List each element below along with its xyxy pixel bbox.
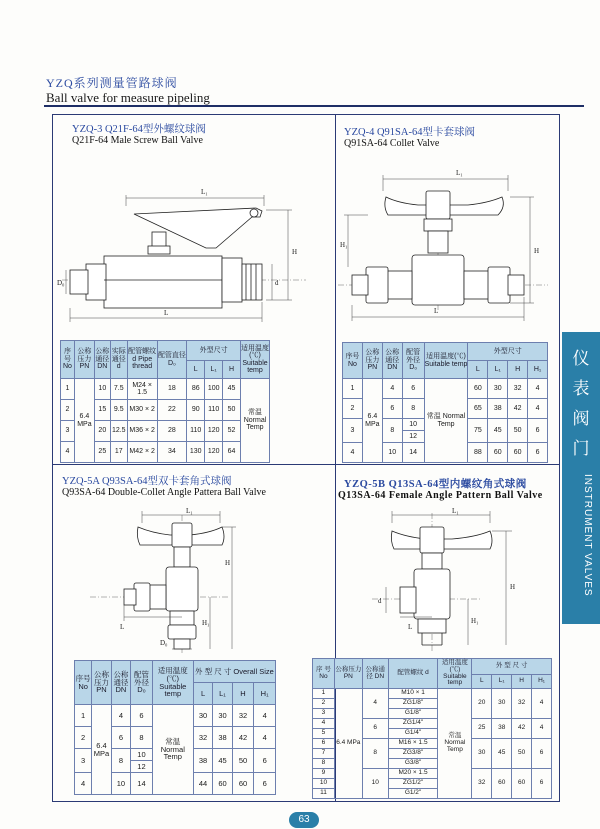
- table-cell: 130: [187, 442, 205, 463]
- table-cell: 60: [492, 769, 512, 799]
- header-rule: [44, 105, 584, 107]
- table-cell: 38: [213, 727, 232, 749]
- p4-th-d: 配管螺纹 d: [388, 659, 438, 689]
- table-cell: 60: [213, 773, 232, 795]
- p4-th-H1: H₁: [532, 675, 552, 689]
- p3-th-dn: 公称通径 DN: [111, 661, 130, 705]
- p3-th-d0: 配管外径 D₀: [131, 661, 153, 705]
- table-cell: 5: [313, 729, 335, 739]
- p4-th-H: H: [512, 675, 532, 689]
- p3-th-temp: 适用温度(℃) Suitable temp: [152, 661, 193, 705]
- p4-title: YZQ-5B Q13SA-64型内螺纹角式球阀: [344, 479, 527, 490]
- p4-drawing: [372, 505, 532, 653]
- table-cell: 4: [75, 773, 92, 795]
- table-cell: 6: [254, 773, 276, 795]
- p3-temp-cell: 常温 Normal Temp: [152, 705, 193, 795]
- section-title-cn: YZQ系列测量管路球阀: [46, 76, 178, 90]
- table-cell: 4: [382, 379, 402, 399]
- table-cell: 4: [254, 705, 276, 727]
- table-cell: 60: [488, 443, 508, 463]
- p4-dn-cell: 10: [362, 769, 388, 799]
- table-cell: ZG1/2": [388, 779, 438, 789]
- side-char: 仪: [572, 349, 590, 368]
- table-cell: 4: [61, 442, 75, 463]
- table-cell: 32: [193, 727, 212, 749]
- p2-th-L1: L₁: [488, 361, 508, 379]
- p4-dim-H: H: [510, 583, 516, 591]
- p3-dim-L: L: [120, 623, 125, 631]
- p4-th-pn: 公称压力 PN: [334, 659, 362, 689]
- table-cell: 6: [382, 399, 402, 419]
- p1-drawing: [56, 150, 331, 340]
- p2-temp-cell: 常温 Normal Temp: [424, 379, 468, 463]
- p2-dim-L1: L₁: [456, 169, 463, 177]
- p4-th-temp: 适用温度 (℃) Suitable temp: [438, 659, 472, 689]
- table-cell: 38: [193, 749, 212, 773]
- section-title-en: Ball valve for measure pipeling: [46, 90, 210, 105]
- table-cell: 28: [157, 421, 187, 442]
- p2-th-temp: 适用温度(℃) Suitable temp: [424, 343, 468, 379]
- table-cell: 10: [313, 779, 335, 789]
- table-cell: 65: [468, 399, 488, 419]
- table-cell: 6: [313, 739, 335, 749]
- table-cell: 20: [94, 421, 110, 442]
- table-cell: 45: [223, 379, 241, 400]
- table-cell: 14: [402, 443, 424, 463]
- p3-dim-L1: L₁: [186, 507, 193, 515]
- p2-title: YZQ-4 Q91SA-64型卡套球阀: [344, 127, 475, 138]
- table-cell: 7: [313, 749, 335, 759]
- table-cell: 3: [343, 419, 363, 443]
- table-cell: 11: [313, 789, 335, 799]
- table-cell: 25: [472, 719, 492, 739]
- p1-title: YZQ-3 Q21F-64型外螺纹球阀: [72, 124, 206, 135]
- p4-pn-cell: 6.4 MPa: [334, 689, 362, 799]
- table-cell: 45: [492, 739, 512, 769]
- table-cell: 10: [131, 749, 153, 761]
- p1-dim-D0: D₀: [57, 279, 65, 287]
- table-cell: 2: [75, 727, 92, 749]
- table-cell: 42: [512, 719, 532, 739]
- p1-th-d0: 配管直径 D₀: [157, 341, 187, 379]
- table-cell: 1: [343, 379, 363, 399]
- p4-dim-L1: L₁: [452, 507, 459, 515]
- table-cell: 6: [532, 769, 552, 799]
- table-cell: 88: [468, 443, 488, 463]
- table-cell: G1/4": [388, 729, 438, 739]
- table-cell: 6: [532, 739, 552, 769]
- table-cell: 8: [382, 419, 402, 443]
- table-cell: 8: [111, 749, 130, 773]
- table-cell: M16 × 1.5: [388, 739, 438, 749]
- table-cell: 30: [472, 739, 492, 769]
- p3-th-L: L: [193, 683, 212, 705]
- table-cell: 6: [254, 749, 276, 773]
- p1-th-dn: 公称通径 DN: [94, 341, 110, 379]
- p2-th-overall: 外型尺寸: [468, 343, 548, 361]
- p3-th-L1: L₁: [213, 683, 232, 705]
- table-cell: 2: [343, 399, 363, 419]
- p3-th-pn: 公称压力 PN: [92, 661, 111, 705]
- p2-th-no: 序号 No: [343, 343, 363, 379]
- table-cell: 7.5: [110, 379, 127, 400]
- table-cell: 8: [131, 727, 153, 749]
- p4-subtitle: Q13SA-64 Female Angle Pattern Ball Valve: [338, 490, 543, 501]
- table-cell: ZG1/4": [388, 719, 438, 729]
- table-cell: 32: [232, 705, 254, 727]
- p2-dim-H: H: [534, 247, 540, 255]
- table-cell: 45: [213, 749, 232, 773]
- p1-th-L: L: [187, 361, 205, 379]
- side-char: 表: [572, 379, 590, 398]
- side-char: 阀: [572, 409, 590, 428]
- table-cell: 8: [313, 759, 335, 769]
- side-category-en: INSTRUMENT VALVES: [582, 474, 593, 597]
- table-cell: 42: [508, 399, 528, 419]
- table-cell: 34: [157, 442, 187, 463]
- table-cell: M36 × 2: [127, 421, 157, 442]
- table-cell: 4: [313, 719, 335, 729]
- p4-dn-cell: 4: [362, 689, 388, 719]
- p1-th-pn: 公称压力 PN: [74, 341, 94, 379]
- p3-th-H1: H₁: [254, 683, 276, 705]
- table-cell: 22: [157, 400, 187, 421]
- table-cell: 3: [313, 709, 335, 719]
- table-cell: ZG3/8": [388, 749, 438, 759]
- table-cell: 8: [402, 399, 424, 419]
- table-cell: 10: [382, 443, 402, 463]
- table-cell: G1/8": [388, 709, 438, 719]
- p1-spec-table: [60, 340, 270, 463]
- table-cell: 30: [193, 705, 212, 727]
- table-cell: 4: [532, 719, 552, 739]
- table-cell: 120: [205, 421, 223, 442]
- p1-th-L1: L₁: [205, 361, 223, 379]
- table-cell: 4: [528, 399, 548, 419]
- p2-th-pn: 公称压力 PN: [362, 343, 382, 379]
- table-cell: 2: [313, 699, 335, 709]
- table-cell: G3/8": [388, 759, 438, 769]
- table-cell: 1: [75, 705, 92, 727]
- page-number: 63: [289, 812, 319, 828]
- p2-spec-table: [342, 342, 548, 463]
- table-cell: M20 × 1.5: [388, 769, 438, 779]
- p2-dim-L: L: [434, 307, 439, 315]
- table-cell: 60: [232, 773, 254, 795]
- p4-dn-cell: 6: [362, 719, 388, 739]
- p2-th-dn: 公称通径 DN: [382, 343, 402, 379]
- p4-dn-cell: 8: [362, 739, 388, 769]
- p2-dim-H1: H₁: [340, 241, 348, 249]
- p3-dim-H: H: [225, 559, 231, 567]
- table-cell: 42: [232, 727, 254, 749]
- table-cell: 4: [111, 705, 130, 727]
- p4-th-L1: L₁: [492, 675, 512, 689]
- p1-temp-cell: 常温 Normal Temp: [240, 379, 269, 463]
- table-cell: 60: [512, 769, 532, 799]
- table-cell: 25: [94, 442, 110, 463]
- table-cell: 6: [402, 379, 424, 399]
- table-cell: 1: [61, 379, 75, 400]
- table-cell: 60: [468, 379, 488, 399]
- table-cell: 75: [468, 419, 488, 443]
- table-cell: 52: [223, 421, 241, 442]
- table-cell: 12.5: [110, 421, 127, 442]
- p3-th-H: H: [232, 683, 254, 705]
- p4-dim-H1: H₁: [471, 617, 479, 625]
- table-cell: G1/2": [388, 789, 438, 799]
- table-cell: 30: [213, 705, 232, 727]
- table-cell: 44: [193, 773, 212, 795]
- table-cell: M24 × 1.5: [127, 379, 157, 400]
- table-cell: 4: [528, 379, 548, 399]
- table-cell: 6: [111, 727, 130, 749]
- p2-pn-cell: 6.4 MPa: [362, 379, 382, 463]
- p1-pn-cell: 6.4 MPa: [74, 379, 94, 463]
- table-cell: 10: [94, 379, 110, 400]
- table-cell: 50: [223, 400, 241, 421]
- p3-spec-table: [74, 660, 276, 795]
- p1-th-thread: 配管螺纹d Pipe thread: [127, 341, 157, 379]
- table-cell: 3: [61, 421, 75, 442]
- table-cell: 86: [187, 379, 205, 400]
- p3-th-overall: 外 型 尺 寸 Overall Size: [193, 661, 275, 683]
- p3-drawing: [90, 505, 240, 655]
- table-cell: 120: [205, 442, 223, 463]
- table-cell: 6: [131, 705, 153, 727]
- table-cell: 110: [187, 421, 205, 442]
- p3-pn-cell: 6.4 MPa: [92, 705, 111, 795]
- p2-drawing: [338, 155, 558, 335]
- table-cell: 100: [205, 379, 223, 400]
- table-cell: 30: [492, 689, 512, 719]
- table-cell: 9.5: [110, 400, 127, 421]
- p4-dim-L: L: [408, 623, 413, 631]
- p3-subtitle: Q93SA-64 Double-Collet Angle Pattera Ball Valve: [62, 487, 266, 498]
- table-cell: 32: [508, 379, 528, 399]
- table-cell: 12: [131, 761, 153, 773]
- side-category-cn: [562, 344, 600, 464]
- table-cell: 32: [472, 769, 492, 799]
- p1-th-temp: 适用温度(℃) Suitable temp: [240, 341, 269, 379]
- table-cell: 20: [472, 689, 492, 719]
- table-cell: 30: [488, 379, 508, 399]
- table-cell: 38: [492, 719, 512, 739]
- p3-dim-H1: H₁: [202, 619, 210, 627]
- p4-th-L: L: [472, 675, 492, 689]
- p3-dim-D0: D₀: [160, 639, 168, 647]
- table-cell: 90: [187, 400, 205, 421]
- p1-dim-L1: L₁: [201, 188, 208, 196]
- table-cell: 64: [223, 442, 241, 463]
- table-cell: 110: [205, 400, 223, 421]
- table-cell: 38: [488, 399, 508, 419]
- table-cell: 14: [131, 773, 153, 795]
- table-cell: M10 × 1: [388, 689, 438, 699]
- table-cell: 50: [232, 749, 254, 773]
- p4-temp-cell: 常温 Normal Temp: [438, 689, 472, 799]
- table-cell: 9: [313, 769, 335, 779]
- p2-th-d0: 配管外径 D₀: [402, 343, 424, 379]
- table-cell: M30 × 2: [127, 400, 157, 421]
- table-cell: 50: [508, 419, 528, 443]
- p1-th-overall: 外型尺寸: [187, 341, 241, 361]
- table-cell: 17: [110, 442, 127, 463]
- table-cell: ZG1/8": [388, 699, 438, 709]
- table-cell: 45: [488, 419, 508, 443]
- p1-subtitle: Q21F-64 Male Screw Ball Valve: [72, 135, 203, 146]
- p2-th-L: L: [468, 361, 488, 379]
- p2-subtitle: Q91SA-64 Collet Valve: [344, 138, 440, 149]
- table-cell: 18: [157, 379, 187, 400]
- table-cell: 6: [528, 419, 548, 443]
- p1-dim-L: L: [164, 309, 169, 317]
- p1-dim-H: H: [292, 248, 298, 256]
- p4-th-overall: 外 型 尺 寸: [472, 659, 552, 675]
- table-cell: 10: [402, 419, 424, 431]
- p3-th-no: 序号 No: [75, 661, 92, 705]
- p4-th-no: 序 号 No: [313, 659, 335, 689]
- p1-dim-d: d: [275, 279, 279, 287]
- table-cell: M42 × 2: [127, 442, 157, 463]
- p2-th-H1: H₁: [528, 361, 548, 379]
- p4-th-dn: 公称通径 DN: [362, 659, 388, 689]
- table-cell: 3: [75, 749, 92, 773]
- p1-th-no: 序号 No: [61, 341, 75, 379]
- table-cell: 12: [402, 431, 424, 443]
- table-cell: 4: [343, 443, 363, 463]
- table-cell: 15: [94, 400, 110, 421]
- p4-spec-table: [312, 658, 552, 799]
- p1-th-d: 实际通径 d: [110, 341, 127, 379]
- table-cell: 60: [508, 443, 528, 463]
- grid-horizontal-divider: [52, 464, 560, 465]
- table-cell: 1: [313, 689, 335, 699]
- p2-th-H: H: [508, 361, 528, 379]
- table-cell: 4: [532, 689, 552, 719]
- side-char: 门: [572, 439, 590, 458]
- p1-th-H: H: [223, 361, 241, 379]
- table-cell: 6: [528, 443, 548, 463]
- table-cell: 2: [61, 400, 75, 421]
- table-cell: 10: [111, 773, 130, 795]
- p4-dim-d: d: [378, 597, 382, 605]
- table-cell: 4: [254, 727, 276, 749]
- p3-title: YZQ-5A Q93SA-64型双卡套角式球阀: [62, 476, 232, 487]
- table-cell: 50: [512, 739, 532, 769]
- table-cell: 32: [512, 689, 532, 719]
